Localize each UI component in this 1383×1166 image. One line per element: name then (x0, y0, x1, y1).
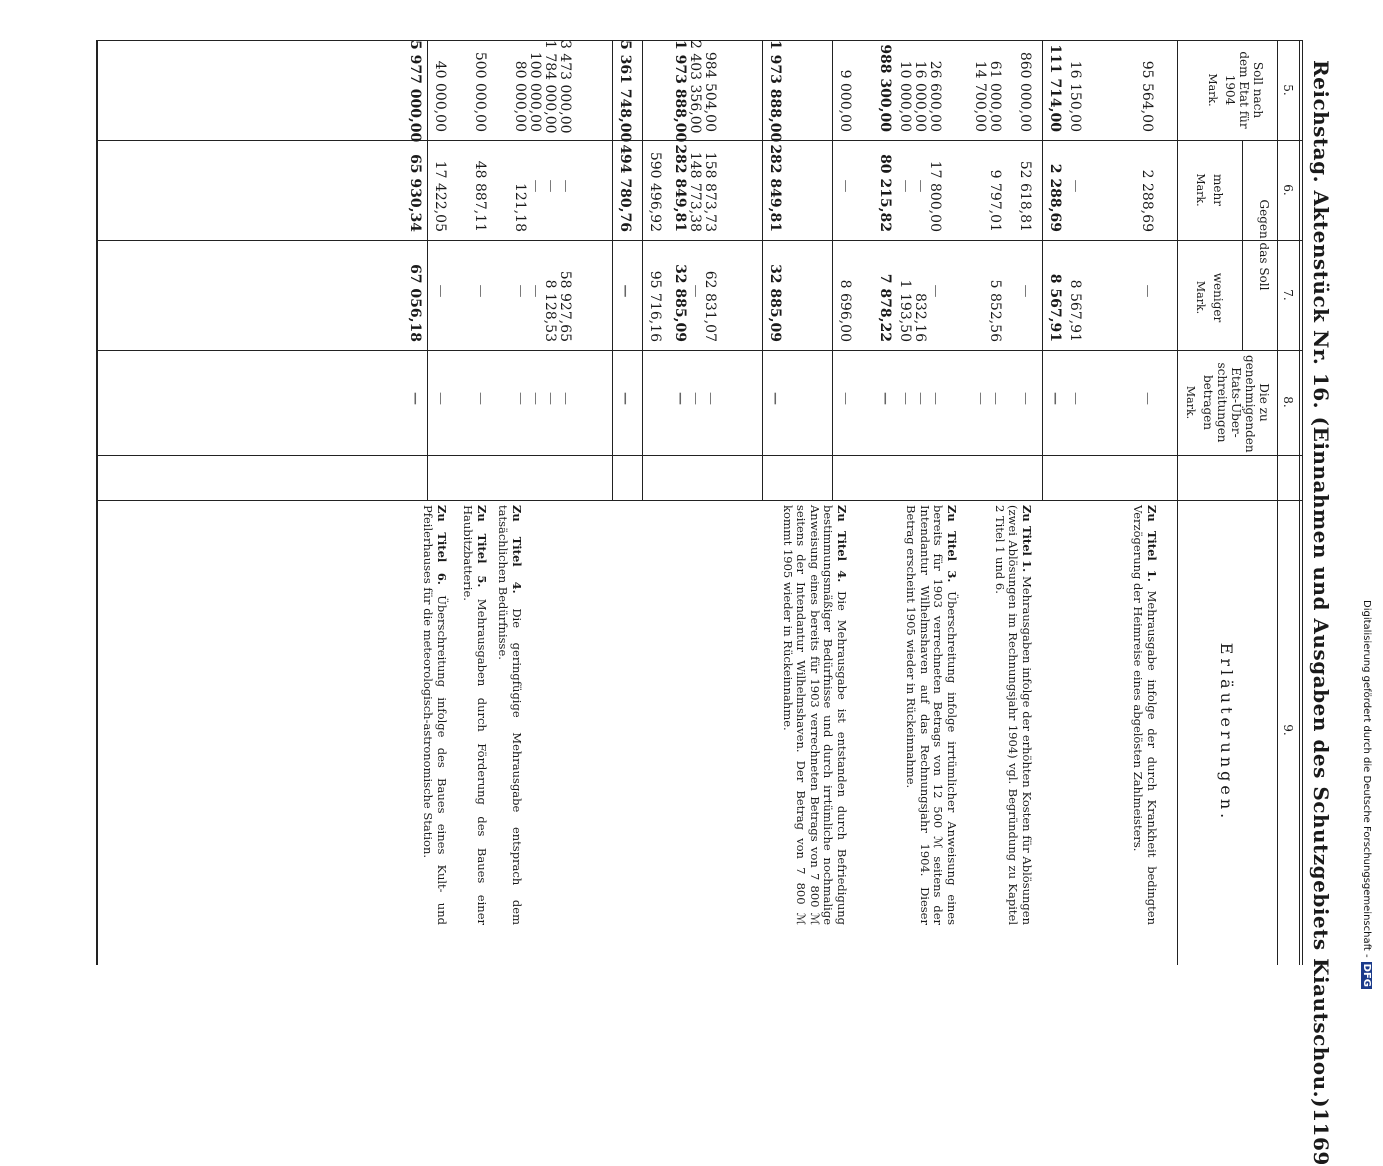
row-17-ueber-cell: — (558, 392, 573, 405)
row-8-soll-cell: 10 000,00 (897, 60, 913, 132)
row-14-mehr-cell: 282 849,81 (672, 144, 688, 232)
dfg-logo: DFG (1361, 963, 1372, 987)
row-19-ueber-cell: — (528, 392, 543, 405)
note-item (904, 505, 958, 925)
row-10-weniger-cell: 8 696,00 (837, 279, 853, 342)
row-7-ueber-cell: — (913, 392, 928, 405)
row-15-weniger-cell: 95 716,16 (647, 270, 663, 342)
col7-unit: Mark. (1194, 280, 1207, 315)
row-13-weniger-cell: — (688, 284, 703, 298)
note-heading: Zu Titel 3. (945, 505, 959, 583)
col8-unit: Mark. (1184, 385, 1197, 420)
col9-number: 9. (1281, 724, 1295, 736)
row-22-mehr-cell: 17 422,05 (432, 160, 448, 232)
row-3-weniger-cell: — (1018, 284, 1033, 298)
row-9-ueber-cell: — (878, 392, 893, 405)
row-16-mehr-cell: 494 780,76 (617, 144, 633, 232)
row-11-ueber-cell: — (768, 392, 783, 405)
row-8-weniger-cell: 1 193,50 (897, 279, 913, 342)
row-0-mehr-cell: 2 288,69 (1139, 169, 1155, 232)
row-1-mehr-cell: — (1068, 179, 1083, 193)
col5-label: Soll nach dem Etat für 1904 (1223, 51, 1265, 129)
row-11-soll-cell: 1 973 888,00 (767, 40, 783, 143)
row-14-weniger-cell: 32 885,09 (672, 264, 688, 342)
note-item (421, 505, 448, 925)
row-0-ueber-cell: — (1140, 392, 1155, 405)
row-22-weniger-cell: — (433, 284, 448, 298)
col6-number: 6. (1281, 184, 1295, 196)
col6-header (1193, 150, 1225, 230)
col9-header: Erläuterungen. (1217, 642, 1236, 823)
row-10-soll-cell: 9 000,00 (837, 69, 853, 132)
row-17-mehr-cell: — (558, 179, 573, 193)
header-rule (1299, 40, 1303, 965)
row-22-ueber-cell: — (433, 392, 448, 405)
row-20-soll-cell: 80 000,00 (512, 60, 528, 132)
row-19-mehr-cell: — (528, 179, 543, 193)
row-23-ueber-cell: — (408, 392, 423, 405)
note-item (993, 505, 1034, 925)
note-text: Die geringfügige Mehrausgabe entsprach dem tatsächlichen Bedürfnisse. (496, 505, 524, 925)
row-3-mehr-cell: 52 618,81 (1017, 160, 1033, 232)
row-8-mehr-cell: — (898, 179, 913, 193)
page-title: Reichstag. Aktenstück Nr. 16. (Einnahmen und Ausgaben des Schutzgebiets Kiautschou.) (1309, 60, 1333, 1109)
row-17-soll-cell: 3 473 000,00 (557, 40, 573, 134)
row-11-mehr-cell: 282 849,81 (767, 144, 783, 232)
row-4-weniger-cell: 5 852,56 (987, 279, 1003, 342)
row-2-mehr-cell: 2 288,69 (1047, 163, 1063, 232)
funding-note (1361, 600, 1372, 1000)
row-separator (1042, 40, 1043, 500)
note-heading: Zu Titel 4. (510, 505, 524, 594)
note-heading: Zu Titel 4. (835, 505, 849, 583)
row-21-soll-cell: 500 000,00 (472, 51, 488, 132)
row-6-mehr-cell: 17 800,00 (927, 160, 943, 232)
row-7-mehr-cell: — (913, 179, 928, 193)
row-20-ueber-cell: — (513, 392, 528, 405)
row-9-mehr-cell: 80 215,82 (877, 154, 893, 232)
row-12-weniger-cell: 62 831,07 (702, 270, 718, 342)
row-13-mehr-cell: 148 773,38 (687, 151, 703, 232)
row-12-soll-cell: 984 504,00 (702, 51, 718, 132)
row-1-ueber-cell: — (1068, 392, 1083, 405)
note-item (461, 505, 488, 925)
footer-rule (96, 40, 98, 965)
row-16-weniger-cell: — (618, 284, 633, 298)
row-18-mehr-cell: — (543, 179, 558, 193)
row-12-mehr-cell: 158 873,73 (702, 151, 718, 232)
col6-unit: Mark. (1194, 173, 1207, 207)
row-7-weniger-cell: 832,16 (912, 293, 928, 342)
row-18-ueber-cell: — (543, 392, 558, 405)
col8-number: 8. (1281, 396, 1295, 408)
col5-unit: Mark. (1206, 73, 1219, 107)
running-header (1309, 60, 1333, 1166)
row-23-soll-cell: 5 977 000,00 (407, 40, 423, 143)
row-10-mehr-cell: — (838, 179, 853, 193)
note-text: Mehrausgabe infolge der durch Krankheit bedingten Verzögerung der Heimreise eines abgelösten Zahlmeisters. (1131, 505, 1159, 925)
row-16-soll-cell: 5 361 748,00 (617, 40, 633, 143)
row-13-ueber-cell: — (688, 392, 703, 405)
note-text: Überschreitung infolge des Baues eines Kult- und Pfeilerhauses für die meteorologisch-astronomische Station. (421, 505, 449, 925)
row-18-soll-cell: 1 784 000,00 (542, 40, 558, 134)
funding-text: Digitalisierung gefördert durch die Deutsche Forschungsgemeinschaft - (1361, 600, 1372, 958)
row-0-soll-cell: 95 564,00 (1139, 60, 1155, 132)
row-15-mehr-cell: 590 496,92 (647, 151, 663, 232)
row-18-weniger-cell: 8 128,53 (542, 279, 558, 342)
row-6-ueber-cell: — (928, 392, 943, 405)
row-22-soll-cell: 40 000,00 (432, 60, 448, 132)
note-text: Mehrausgaben infolge der erhöhten Kosten für Ablösungen (zwei Ablösungen im Rechnungsjahr 1904) vgl. Begründung zu Kapitel 2 Titel 1 und 6. (993, 505, 1034, 925)
group-header: Gegen das Soll (1257, 199, 1271, 291)
row-5-ueber-cell: — (973, 392, 988, 405)
row-7-soll-cell: 16 000,00 (912, 60, 928, 132)
row-2-weniger-cell: 8 567,91 (1047, 273, 1063, 342)
row-23-mehr-cell: 65 930,34 (407, 154, 423, 232)
note-heading: Zu Titel 1. (1020, 505, 1034, 573)
col7-number: 7. (1281, 289, 1295, 301)
note-item (781, 505, 849, 925)
col5-header (1205, 50, 1265, 130)
row-6-soll-cell: 26 600,00 (927, 60, 943, 132)
note-text: Mehrausgaben durch Förderung des Baues einer Haubitzbatterie. (461, 505, 489, 925)
row-separator (762, 40, 763, 500)
row-8-ueber-cell: — (898, 392, 913, 405)
row-19-weniger-cell: — (528, 284, 543, 298)
row-21-mehr-cell: 48 887,11 (472, 160, 488, 232)
row-4-ueber-cell: — (988, 392, 1003, 405)
row-1-soll-cell: 16 150,00 (1067, 60, 1083, 132)
page-number: 1169 (1309, 1108, 1333, 1166)
row-9-weniger-cell: 7 878,22 (877, 273, 893, 342)
row-20-weniger-cell: — (513, 284, 528, 298)
row-5-soll-cell: 14 700,00 (972, 60, 988, 132)
row-separator (612, 40, 613, 500)
row-9-soll-cell: 988 300,00 (877, 44, 893, 132)
row-0-weniger-cell: — (1140, 284, 1155, 298)
note-heading: Zu Titel 5. (475, 505, 489, 588)
col7-label: weniger (1211, 272, 1225, 323)
col7-header (1193, 255, 1225, 340)
row-11-weniger-cell: 32 885,09 (767, 264, 783, 342)
note-heading: Zu Titel 1. (1145, 505, 1159, 582)
note-item (496, 505, 523, 925)
note-text: Überschreitung infolge irrtümlicher Anweisung eines bereits für 1903 verrechneten Betrags von 12 500 ℳ seitens der Intendantur Wilhelmshaven auf das Rechnungsjahr 1904. Dieser Betrag erscheint 1905 wieder in Rückeinnahme. (904, 505, 959, 925)
note-heading: Zu Titel 6. (435, 505, 449, 585)
row-12-ueber-cell: — (703, 392, 718, 405)
col8-label: Die zu genehmigenden Etats-Über-schreitungen betragen (1201, 355, 1271, 453)
row-19-soll-cell: 100 000,00 (527, 51, 543, 132)
row-3-soll-cell: 860 000,00 (1017, 51, 1033, 132)
row-3-ueber-cell: — (1018, 392, 1033, 405)
row-4-mehr-cell: 9 797,01 (987, 169, 1003, 232)
row-4-soll-cell: 61 000,00 (987, 60, 1003, 132)
row-1-weniger-cell: 8 567,91 (1067, 279, 1083, 342)
note-text: Die Mehrausgabe ist entstanden durch Befriedigung bestimmungsmäßiger Bedürfnisse und durch irrtümliche nochmalige Anweisung eines bereits für 1903 verrechneten Betrags von 7 800 ℳ seitens der Intendantur Wilhelmshaven. Der Betrag von 7 800 ℳ kommt 1905 wieder in Rückeinnahme. (781, 505, 849, 926)
row-separator (832, 40, 833, 500)
row-23-weniger-cell: 67 056,18 (407, 264, 423, 342)
row-separator (642, 40, 643, 500)
row-14-soll-cell: 1 973 888,00 (672, 40, 688, 143)
row-21-weniger-cell: — (473, 284, 488, 298)
row-21-ueber-cell: — (473, 392, 488, 405)
row-2-soll-cell: 111 714,00 (1047, 44, 1063, 132)
row-16-ueber-cell: — (618, 392, 633, 405)
col6-label: mehr (1211, 174, 1225, 206)
row-17-weniger-cell: 58 927,65 (557, 270, 573, 342)
col8-header (1183, 355, 1271, 453)
col5-number: 5. (1281, 84, 1295, 96)
note-item (1131, 505, 1158, 925)
row-13-soll-cell: 2 403 356,00 (687, 40, 703, 134)
row-10-ueber-cell: — (838, 392, 853, 405)
row-2-ueber-cell: — (1048, 392, 1063, 405)
row-separator (427, 40, 428, 500)
row-20-mehr-cell: 121,18 (512, 183, 528, 232)
row-14-ueber-cell: — (673, 392, 688, 405)
row-6-weniger-cell: — (928, 284, 943, 298)
